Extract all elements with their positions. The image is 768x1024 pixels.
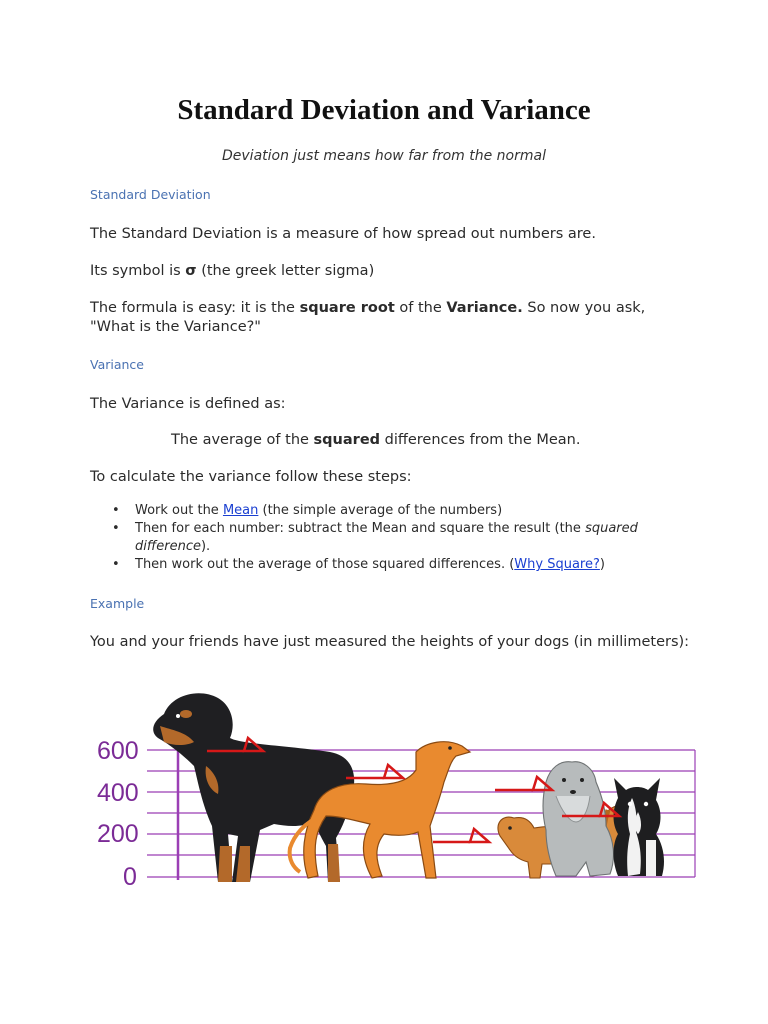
mean-link[interactable]: Mean: [222, 503, 259, 518]
steps-list: [90, 502, 690, 574]
step1-text-b: (the simple average of the numbers): [258, 503, 503, 518]
formula-variance: Variance.: [446, 300, 523, 316]
step-item: [90, 520, 690, 556]
page-title: Standard Deviation and Variance: [177, 94, 591, 126]
schnauzer-image: [543, 762, 613, 876]
y-tick-label: 400: [97, 779, 139, 807]
paragraph-formula: [90, 299, 690, 337]
paragraph-variance-defined: The Variance is defined as:: [90, 396, 286, 412]
formula-c: of the: [394, 300, 447, 316]
step2-squared-difference: squared difference: [135, 521, 638, 554]
step3-text-a: Then work out the average of those squared differences. (: [135, 557, 515, 572]
subtitle: Deviation just means how far from the normal: [222, 148, 546, 164]
heading-standard-deviation: Standard Deviation: [90, 187, 211, 202]
dog-heights-figure: [90, 686, 700, 891]
terrier-image: [614, 778, 665, 876]
heading-variance: Variance: [90, 357, 144, 372]
step1-text-a: Work out the: [135, 503, 223, 518]
definition-a: The average of the: [171, 432, 314, 448]
symbol-pre: Its symbol is: [90, 263, 186, 279]
formula-e: So now you ask, "What is the Variance?": [90, 300, 646, 335]
rottweiler-image: [153, 693, 354, 882]
paragraph-example: You and your friends have just measured the heights of your dogs (in millimeters):: [90, 634, 690, 650]
y-tick-label: 600: [97, 737, 139, 765]
paragraph-steps-intro: To calculate the variance follow these steps:: [90, 469, 412, 485]
step-item: [90, 556, 690, 574]
paragraph-variance-definition: [171, 431, 768, 450]
y-tick-label: 200: [97, 820, 139, 848]
definition-squared: squared: [313, 432, 381, 448]
symbol-post: (the greek letter sigma): [196, 263, 375, 279]
formula-a: The formula is easy: it is the: [90, 300, 300, 316]
step2-text-b: ).: [200, 539, 211, 554]
sigma-symbol: σ: [185, 263, 197, 279]
why-square-link[interactable]: Why Square?: [514, 557, 600, 572]
formula-square-root: square root: [299, 300, 395, 316]
y-tick-label: 0: [123, 863, 137, 891]
paragraph-definition: The Standard Deviation is a measure of how spread out numbers are.: [90, 226, 596, 242]
definition-c: differences from the Mean.: [380, 432, 581, 448]
heading-example: Example: [90, 596, 145, 611]
step-item: [90, 502, 690, 520]
step2-text-a: Then for each number: subtract the Mean and square the result (the: [135, 521, 586, 536]
step3-text-b: ): [599, 557, 605, 572]
paragraph-symbol: [90, 262, 690, 281]
